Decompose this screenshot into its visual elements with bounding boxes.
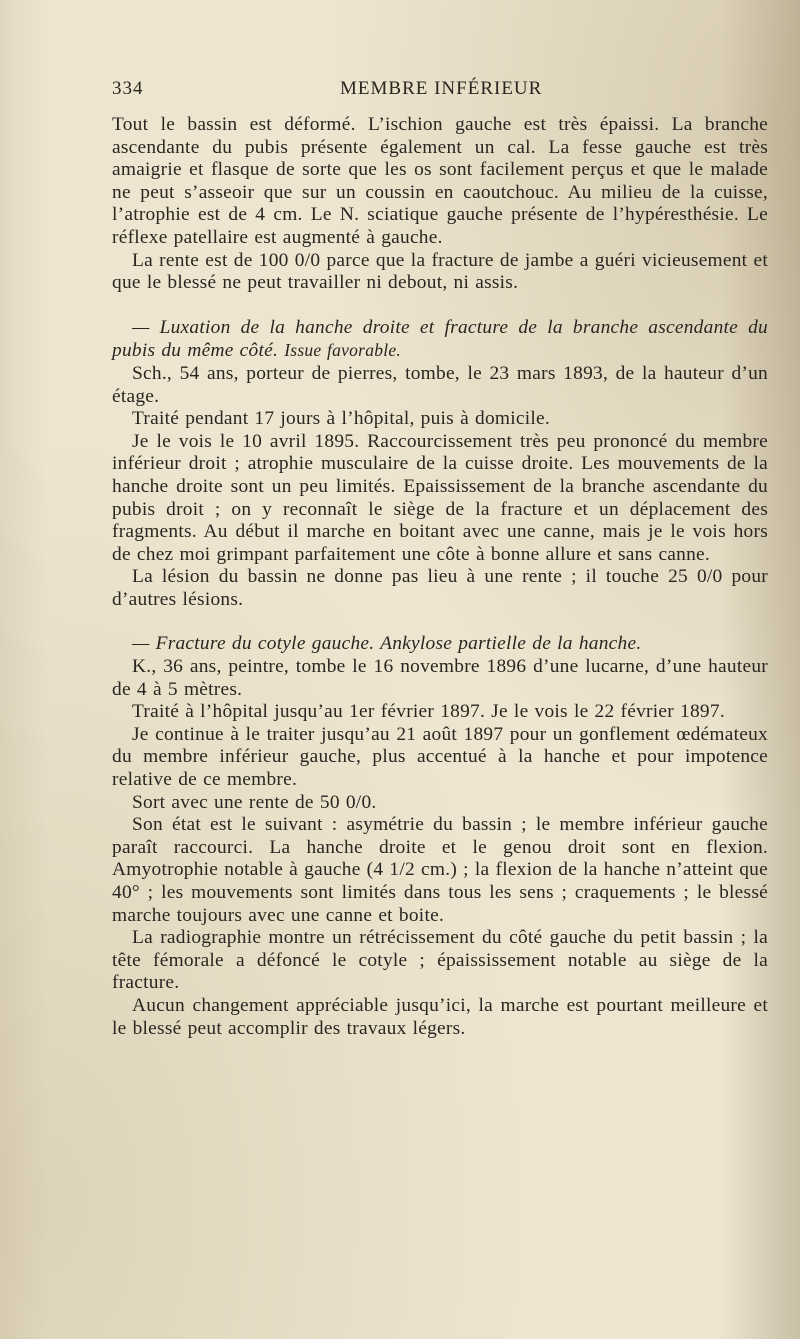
case3-title	[112, 633, 768, 656]
case3-paragraph: La radiographie montre un rétrécissement du côté gauche du petit bassin ; la tête fémorale a défoncé le cotyle ; épaississement notable au siège de la fracture.	[112, 927, 768, 994]
case2-paragraph: Sch., 54 ans, porteur de pierres, tombe, le 23 mars 1893, de la hauteur d’un étage.	[112, 362, 768, 407]
case2-issue: Issue favorable.	[284, 340, 401, 361]
case3-paragraph: Traité à l’hôpital jusqu’au 1er février 1897. Je le vois le 22 février 1897.	[132, 701, 725, 723]
body-text	[112, 114, 768, 1040]
case2-paragraph: Je le vois le 10 avril 1895. Raccourcissement très peu prononcé du membre inférieur droit ; atrophie musculaire de la cuisse droite. Les mouvements de la hanche droite sont un peu limités. Epaississement de la branche ascendante du pubis droit ; on y reconnaît le siège de la fracture et un déplacement des fragments. Au début il marche en boitant avec une canne, mais je le vois hors de chez moi grimpant parfaitement une côte à bonne allure et sans canne.	[112, 430, 768, 565]
case3-dash: —	[132, 633, 156, 655]
section-gap	[112, 295, 768, 317]
running-title: MEMBRE INFÉRIEUR	[340, 78, 543, 99]
case2-dash: —	[132, 316, 160, 338]
case3-paragraph: K., 36 ans, peintre, tombe le 16 novembre 1896 d’une lucarne, d’une hauteur de 4 à 5 mètres.	[112, 656, 768, 700]
case2-title	[112, 317, 768, 363]
page-header	[112, 78, 768, 114]
section-gap	[112, 611, 768, 633]
case3-paragraph: Aucun changement appréciable jusqu’ici, la marche est pourtant meilleure et le blessé peut accomplir des travaux légers.	[112, 994, 768, 1039]
case3-paragraph: Sort avec une rente de 50 0/0.	[132, 791, 377, 813]
page-body	[112, 78, 768, 1040]
case3-title-text: Fracture du cotyle gauche. Ankylose partielle de la hanche.	[155, 633, 642, 655]
page-number: 334	[112, 78, 144, 99]
case2-title-text: Luxation de la hanche droite et fracture de la branche ascendante du pubis du même côté.	[112, 316, 768, 362]
case3-paragraph: Je continue à le traiter jusqu’au 21 août 1897 pour un gonflement œdémateux du membre inférieur gauche, plus accentué à la hanche et pour impotence relative de ce membre.	[112, 723, 768, 791]
case3-paragraph: Son état est le suivant : asymétrie du bassin ; le membre inférieur gauche paraît raccourci. La hanche droite et le genou droit sont en flexion. Amyotrophie notable à gauche (4 1/2 cm.) ; la flexion de la hanche n’atteint que 40° ; les mouvements sont limités dans tous les sens ; craquements ; le blessé marche toujours avec une canne et boite.	[112, 814, 768, 926]
case1-continuation: Tout le bassin est déformé. L’ischion gauche est très épaissi. La branche ascendante du pubis présente également un cal. La fesse gauche est très amaigrie et flasque de sorte que les os sont facilement perçus et que le malade ne peut s’asseoir que sur un coussin en caoutchouc. Au milieu de la cuisse, l’atrophie est de 4 cm. Le N. sciatique gauche présente de l’hypéresthésie. Le réflexe patellaire est augmenté à gauche.	[112, 114, 768, 248]
case1-rente: La rente est de 100 0/0 parce que la fracture de jambe a guéri vicieusement et que le blessé ne peut travailler ni debout, ni assis.	[112, 249, 768, 294]
case2-paragraph: Traité pendant 17 jours à l’hôpital, puis à domicile.	[132, 408, 550, 430]
case2-paragraph: La lésion du bassin ne donne pas lieu à une rente ; il touche 25 0/0 pour d’autres lésions.	[112, 566, 768, 610]
